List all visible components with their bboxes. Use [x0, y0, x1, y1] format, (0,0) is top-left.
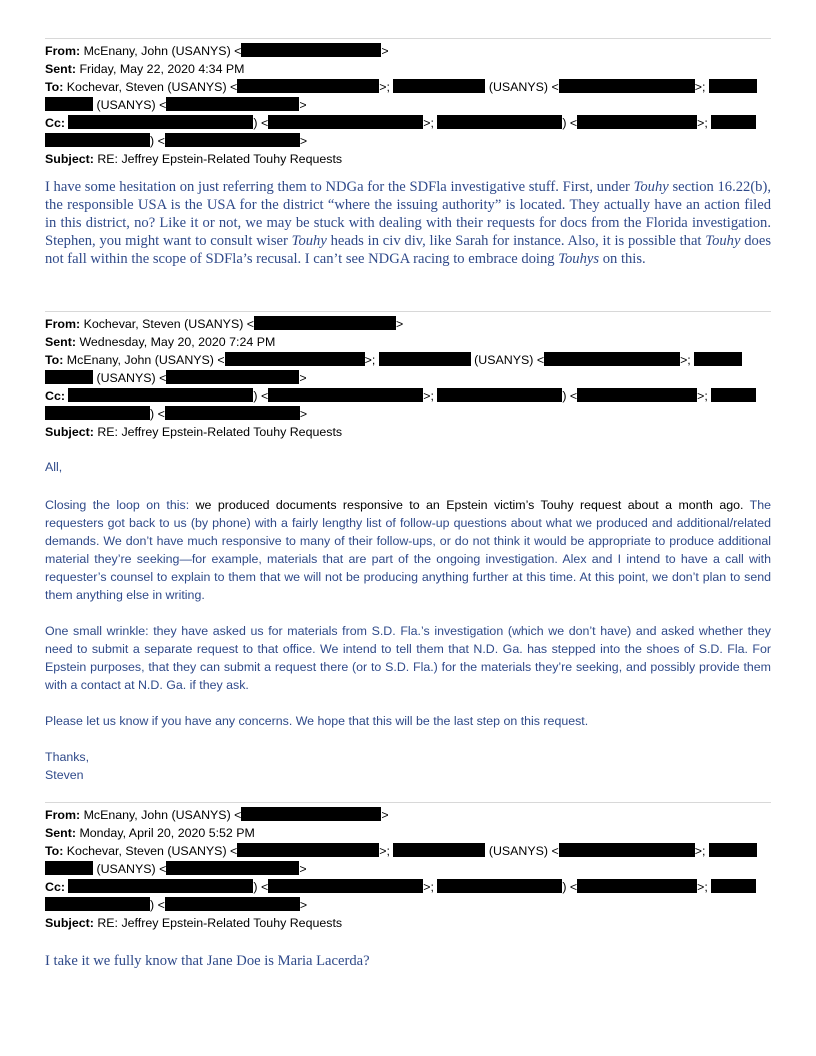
to-value: Kochevar, Steven (USANYS) < [66, 80, 238, 94]
separator: ) < [562, 389, 578, 403]
separator: ) < [562, 880, 578, 894]
bracket: > [381, 808, 389, 822]
redaction [437, 388, 562, 402]
to-value: McEnany, John (USANYS) < [66, 353, 225, 367]
separator: ) < [150, 134, 165, 148]
from-label: From: [45, 317, 81, 331]
body-text-italic: Touhy [633, 179, 669, 195]
separator: >; [364, 353, 379, 367]
redaction [68, 388, 253, 402]
redaction [711, 879, 756, 893]
redaction [268, 879, 423, 893]
signature: Steven [45, 768, 84, 782]
sent-label: Sent: [45, 826, 76, 840]
recipient-org: (USANYS) < [93, 98, 167, 112]
separator: >; [379, 80, 394, 94]
subject-value: RE: Jeffrey Epstein-Related Touhy Requests [97, 152, 343, 166]
redaction [166, 861, 299, 875]
redaction [544, 352, 680, 366]
subject-label: Subject: [45, 152, 94, 166]
to-label: To: [45, 353, 64, 367]
separator: ) < [562, 116, 578, 130]
redaction [237, 79, 379, 93]
to-label: To: [45, 80, 64, 94]
recipient-org: (USANYS) < [485, 844, 559, 858]
email-paragraph [45, 496, 771, 604]
sent-value: Friday, May 22, 2020 4:34 PM [79, 62, 245, 76]
redaction [577, 115, 697, 129]
redaction [393, 79, 485, 93]
redaction [68, 115, 253, 129]
body-text: heads in civ div, like Sarah for instance. Also, it is possible that [326, 233, 706, 249]
redaction [237, 843, 379, 857]
cc-label: Cc: [45, 389, 65, 403]
redaction [711, 115, 756, 129]
redaction [437, 879, 562, 893]
sent-value: Wednesday, May 20, 2020 7:24 PM [79, 335, 276, 349]
subject-value: RE: Jeffrey Epstein-Related Touhy Requests [97, 425, 343, 439]
separator: >; [694, 80, 709, 94]
redaction [709, 843, 757, 857]
body-text: I have some hesitation on just referring them to NDGa for the SDFla investigative stuff. First, under [45, 179, 634, 195]
redaction [577, 879, 697, 893]
bracket: > [396, 317, 404, 331]
redaction [268, 388, 423, 402]
from-label: From: [45, 44, 81, 58]
from-value: McEnany, John (USANYS) < [83, 44, 242, 58]
separator: >; [697, 389, 712, 403]
subject-label: Subject: [45, 916, 94, 930]
email-paragraph: One small wrinkle: they have asked us for materials from S.D. Fla.’s investigation (which we don’t have) and asked whether they need to submit a separate request to that office. We intend to tell them that N.D. Ga. has stepped into the shoes of S.D. Fla. For Epstein purposes, that they can submit a request there (or to S.D. Fla.) for the materials they’re seeking, and possibly provide them with a contact at N.D. Ga. if they ask. [45, 624, 771, 692]
body-text-italic: Touhy [705, 233, 741, 249]
recipient-org: (USANYS) < [485, 80, 559, 94]
separator: ) < [253, 389, 269, 403]
redaction [559, 79, 695, 93]
body-text: Closing the loop on this: [45, 498, 196, 512]
redaction [45, 897, 150, 911]
sent-label: Sent: [45, 62, 76, 76]
to-value: Kochevar, Steven (USANYS) < [66, 844, 238, 858]
from-value: McEnany, John (USANYS) < [83, 808, 242, 822]
redaction [45, 370, 93, 384]
redaction [379, 352, 471, 366]
redaction [711, 388, 756, 402]
recipient-org: (USANYS) < [93, 371, 167, 385]
redaction [166, 97, 299, 111]
redaction [241, 43, 381, 57]
redaction [709, 79, 757, 93]
cc-label: Cc: [45, 880, 65, 894]
redaction [45, 861, 93, 875]
separator: ) < [150, 898, 165, 912]
separator: >; [697, 116, 712, 130]
to-label: To: [45, 844, 64, 858]
bracket: > [299, 134, 308, 148]
redaction [45, 97, 93, 111]
body-text: on this. [599, 251, 646, 267]
redaction [393, 843, 485, 857]
bracket: > [381, 44, 389, 58]
redaction [165, 406, 300, 420]
redaction [68, 879, 253, 893]
from-label: From: [45, 808, 81, 822]
email-body [45, 178, 771, 268]
redaction [268, 115, 423, 129]
subject-label: Subject: [45, 425, 94, 439]
bracket: > [299, 407, 308, 421]
body-text-italic: Touhys [558, 251, 600, 267]
sent-label: Sent: [45, 335, 76, 349]
separator: >; [694, 844, 709, 858]
cc-label: Cc: [45, 116, 65, 130]
separator: >; [423, 880, 438, 894]
bracket: > [299, 98, 307, 112]
redaction [225, 352, 365, 366]
redaction [45, 133, 150, 147]
body-text-italic: Touhy [291, 233, 327, 249]
email-header [45, 311, 771, 441]
separator: ) < [253, 880, 269, 894]
separator: >; [697, 880, 712, 894]
email-paragraph: Please let us know if you have any concerns. We hope that this will be the last step on this request. [45, 714, 589, 728]
redaction [241, 807, 381, 821]
separator: >; [680, 353, 695, 367]
recipient-org: (USANYS) < [470, 353, 545, 367]
sent-value: Monday, April 20, 2020 5:52 PM [79, 826, 255, 840]
redaction [165, 133, 300, 147]
email-greeting: All, [45, 460, 63, 474]
bracket: > [299, 898, 308, 912]
separator: >; [423, 389, 438, 403]
body-text: The requesters got back to us (by phone) with a fairly lengthy list of follow-up questions about what we produced and additional/related demands. We don’t have much responsive to many of their follow-ups, or do not think it would be appropriate to produce additional material they’re seeking—for example, materials that are part of the ongoing investigation. Alex and I intend to have a call with requester’s counsel to explain to them that we will not be producing anything further at this time. At this point, we don’t plan to send them anything else in writing. [45, 498, 771, 602]
body-text: section 16.22(b), the responsible USA is the USA for the district “where the issuing authority” is located. They actually have an action filed in this district, no? Like it or not, we may be stuck with dealing with their requests for docs from the Florida investigation. Stephen, you might want to consult wiser [45, 179, 771, 249]
from-value: Kochevar, Steven (USANYS) < [83, 317, 255, 331]
separator: ) < [253, 116, 269, 130]
redaction [559, 843, 695, 857]
redaction [437, 115, 562, 129]
separator: ) < [150, 407, 165, 421]
separator: >; [379, 844, 394, 858]
redaction [694, 352, 742, 366]
recipient-org: (USANYS) < [93, 862, 167, 876]
email-header [45, 802, 771, 932]
separator: >; [423, 116, 438, 130]
email-header [45, 38, 771, 168]
redaction [45, 406, 150, 420]
redaction [165, 897, 300, 911]
bracket: > [299, 862, 307, 876]
signoff: Thanks, [45, 750, 90, 764]
body-text-black: we produced documents responsive to an Epstein victim’s Touhy request about a month ago. [195, 498, 744, 512]
email-body: I take it we fully know that Jane Doe is Maria Lacerda? [45, 953, 370, 969]
redaction [166, 370, 299, 384]
subject-value: RE: Jeffrey Epstein-Related Touhy Requests [97, 916, 343, 930]
bracket: > [299, 371, 307, 385]
body-text: does not fall within the scope of SDFla’s recusal. I can’t see NDGA racing to embrace doing [45, 233, 771, 267]
redaction [254, 316, 396, 330]
redaction [577, 388, 697, 402]
